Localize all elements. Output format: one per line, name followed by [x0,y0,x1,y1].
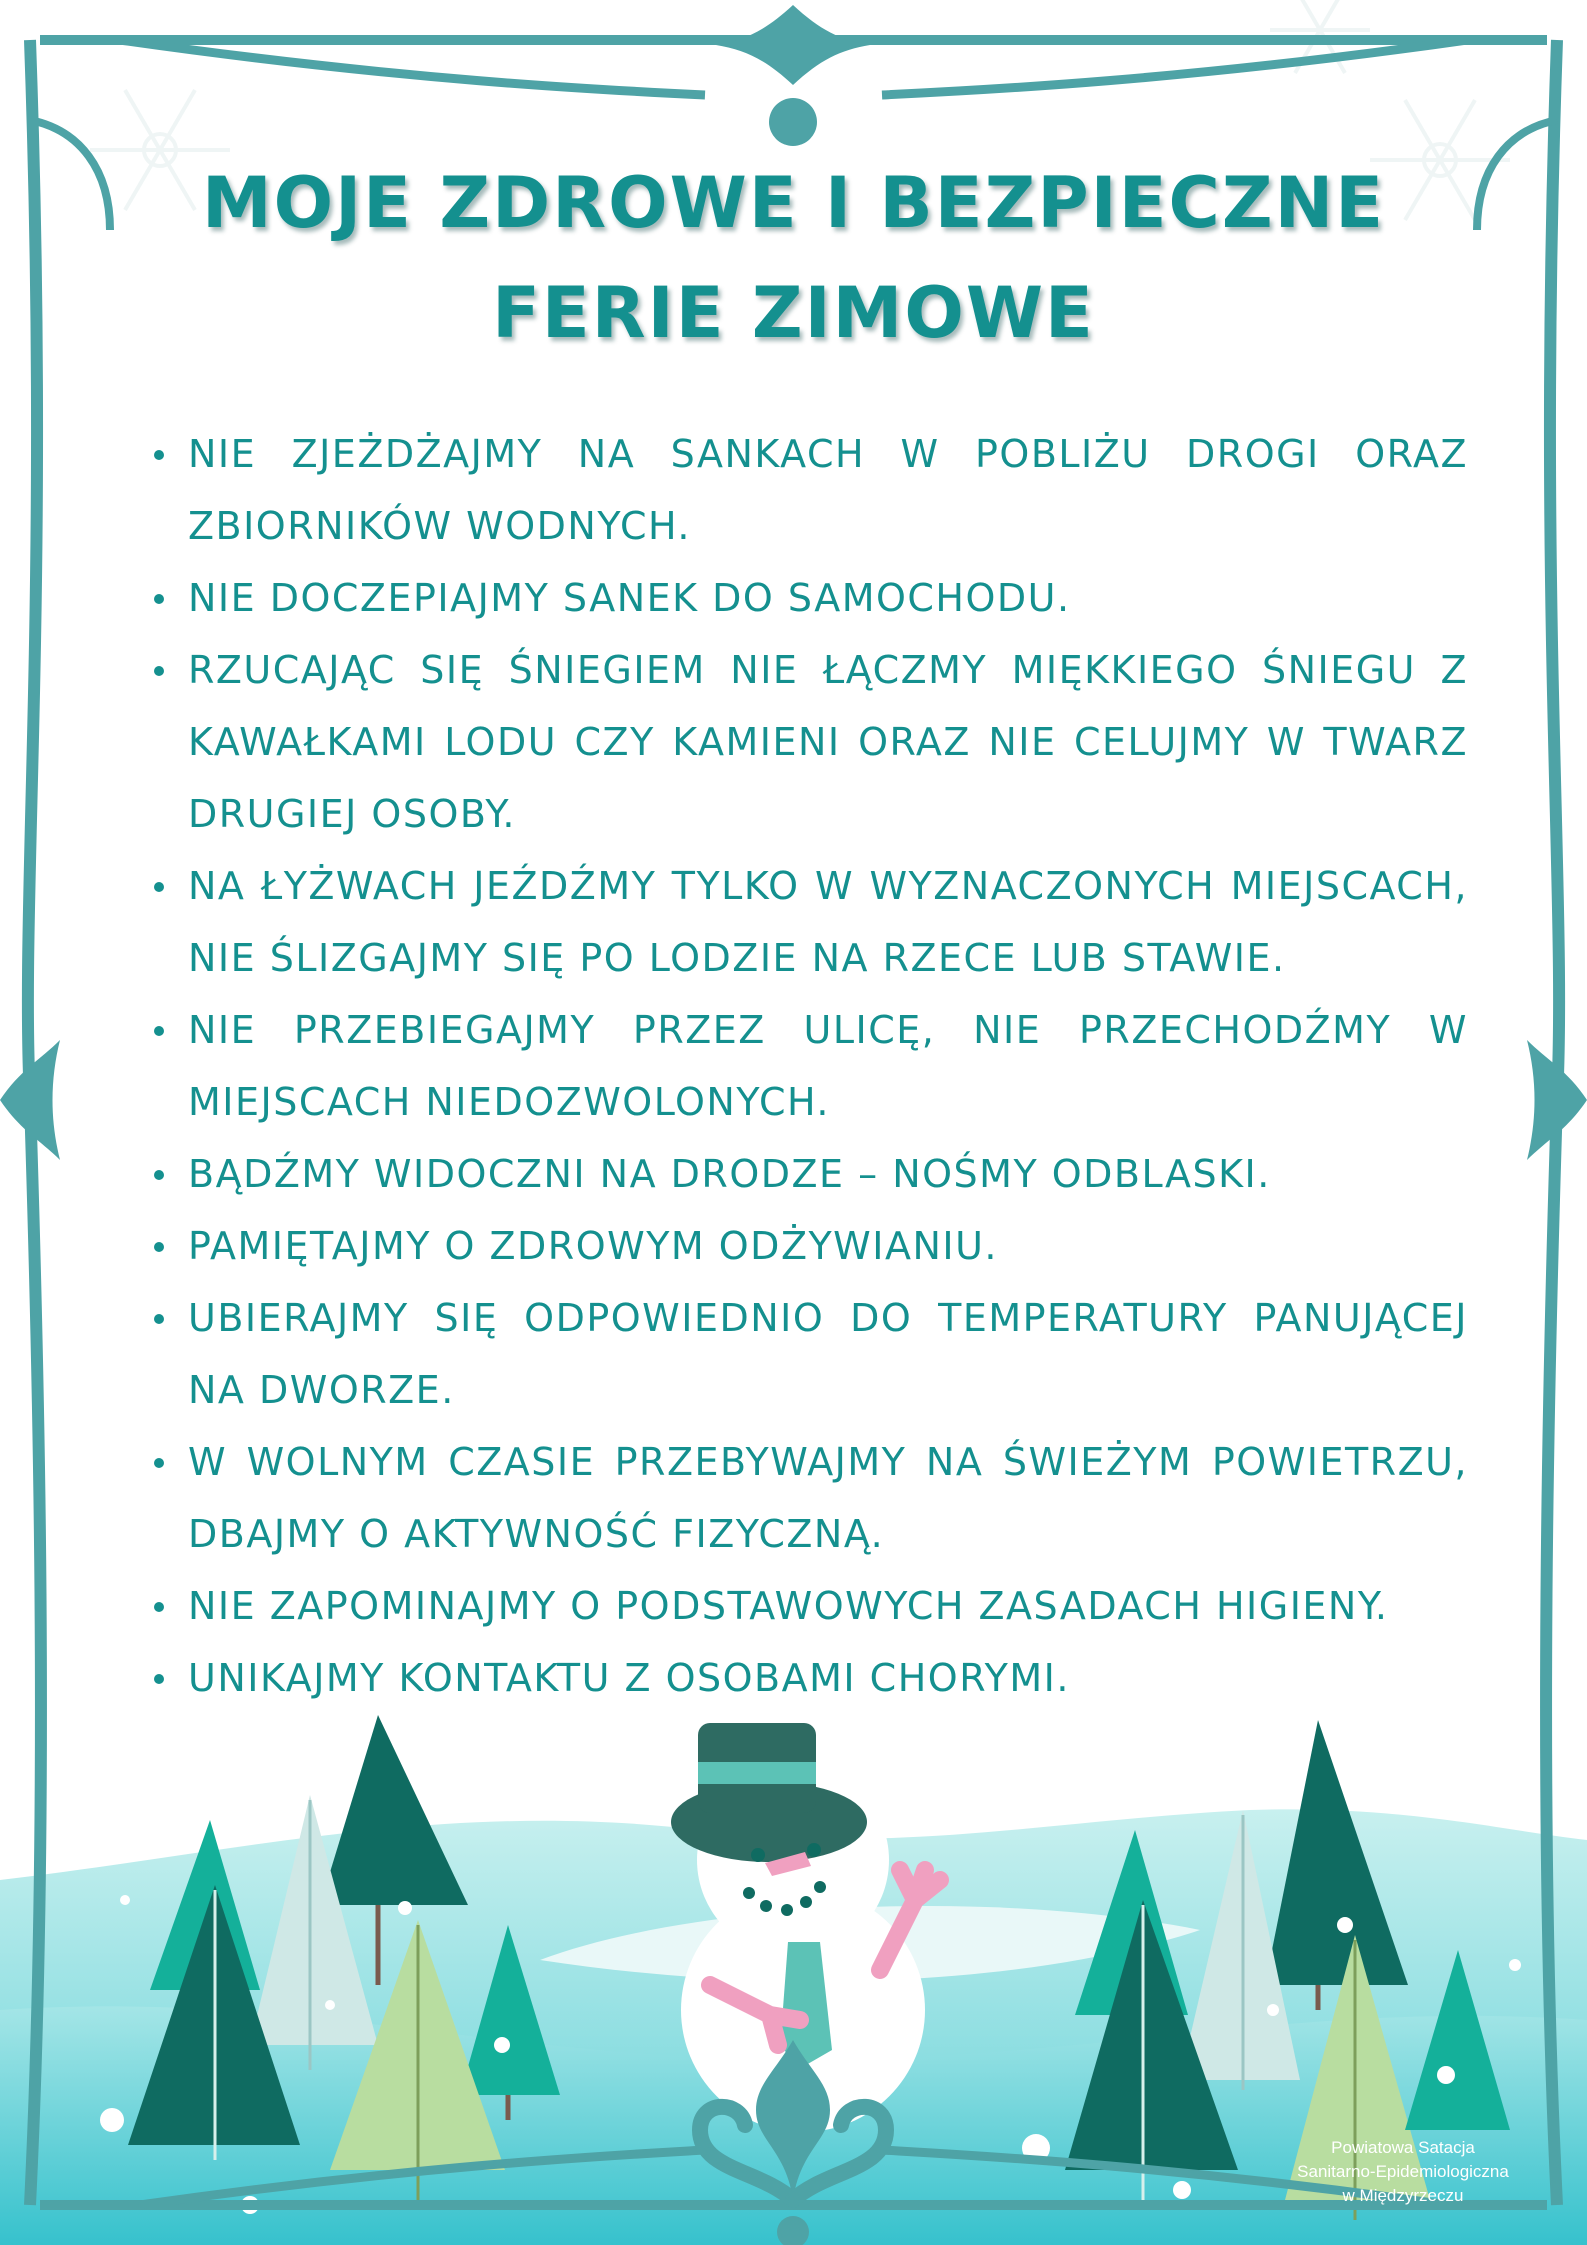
rule-text: NA ŁYŻWACH JEŹDŹMY TYLKO W WYZNACZONYCH MIEJSCACH, NIE ŚLIZGAJMY SIĘ PO LODZIE NA RZECE LUB STAWIE. [188,864,1468,980]
rule-text: UBIERAJMY SIĘ ODPOWIEDNIO DO TEMPERATURY PANUJĄCEJ NA DWORZE. [188,1296,1468,1412]
credit-line-1: Powiatowa Satacja [1331,2138,1475,2157]
list-item [150,1138,1468,1210]
credit-line-2: Sanitarno-Epidemiologiczna [1297,2162,1509,2181]
bullet-icon [154,1458,164,1468]
credit-line-3: w Międzyrzeczu [1342,2186,1464,2205]
poster-title-line-2: FERIE ZIMOWE [492,272,1095,354]
bullet-icon [154,594,164,604]
tree-icon [320,1715,468,1905]
rule-text: W WOLNYM CZASIE PRZEBYWAJMY NA ŚWIEŻYM POWIETRZU, DBAJMY O AKTYWNOŚĆ FIZYCZNĄ. [188,1440,1468,1556]
rule-text: NIE ZJEŻDŻAJMY NA SANKACH W POBLIŻU DROGI ORAZ ZBIORNIKÓW WODNYCH. [188,432,1468,548]
bullet-icon [154,1170,164,1180]
list-item [150,562,1468,634]
bullet-icon [154,1674,164,1684]
poster-title-line-1: MOJE ZDROWE I BEZPIECZNE [201,162,1386,244]
rule-text: UNIKAJMY KONTAKTU Z OSOBAMI CHORYMI. [188,1656,1070,1700]
list-item [150,418,1468,562]
list-item [150,1210,1468,1282]
bullet-icon [154,882,164,892]
rule-text: PAMIĘTAJMY O ZDROWYM ODŻYWIANIU. [188,1224,998,1268]
bullet-icon [154,1026,164,1036]
bullet-icon [154,1602,164,1612]
list-item [150,1570,1468,1642]
list-item [150,1282,1468,1426]
bullet-icon [154,450,164,460]
list-item [150,850,1468,994]
bullet-icon [154,1314,164,1324]
rule-text: NIE DOCZEPIAJMY SANEK DO SAMOCHODU. [188,576,1071,620]
rule-text: NIE PRZEBIEGAJMY PRZEZ ULICĘ, NIE PRZECHODŹMY W MIEJSCACH NIEDOZWOLONYCH. [188,1008,1468,1124]
list-item [150,1642,1468,1714]
rule-text: RZUCAJĄC SIĘ ŚNIEGIEM NIE ŁĄCZMY MIĘKKIEGO ŚNIEGU Z KAWAŁKAMI LODU CZY KAMIENI ORAZ NIE CELUJMY W TWARZ DRUGIEJ OSOBY. [188,648,1468,836]
list-item [150,994,1468,1138]
bullet-icon [154,666,164,676]
list-item [150,1426,1468,1570]
list-item [150,634,1468,850]
rule-text: NIE ZAPOMINAJMY O PODSTAWOWYCH ZASADACH HIGIENY. [188,1584,1389,1628]
bullet-icon [154,1242,164,1252]
safety-rules-list [150,418,1468,1714]
rule-text: BĄDŹMY WIDOCZNI NA DRODZE – NOŚMY ODBLASKI. [188,1152,1271,1196]
